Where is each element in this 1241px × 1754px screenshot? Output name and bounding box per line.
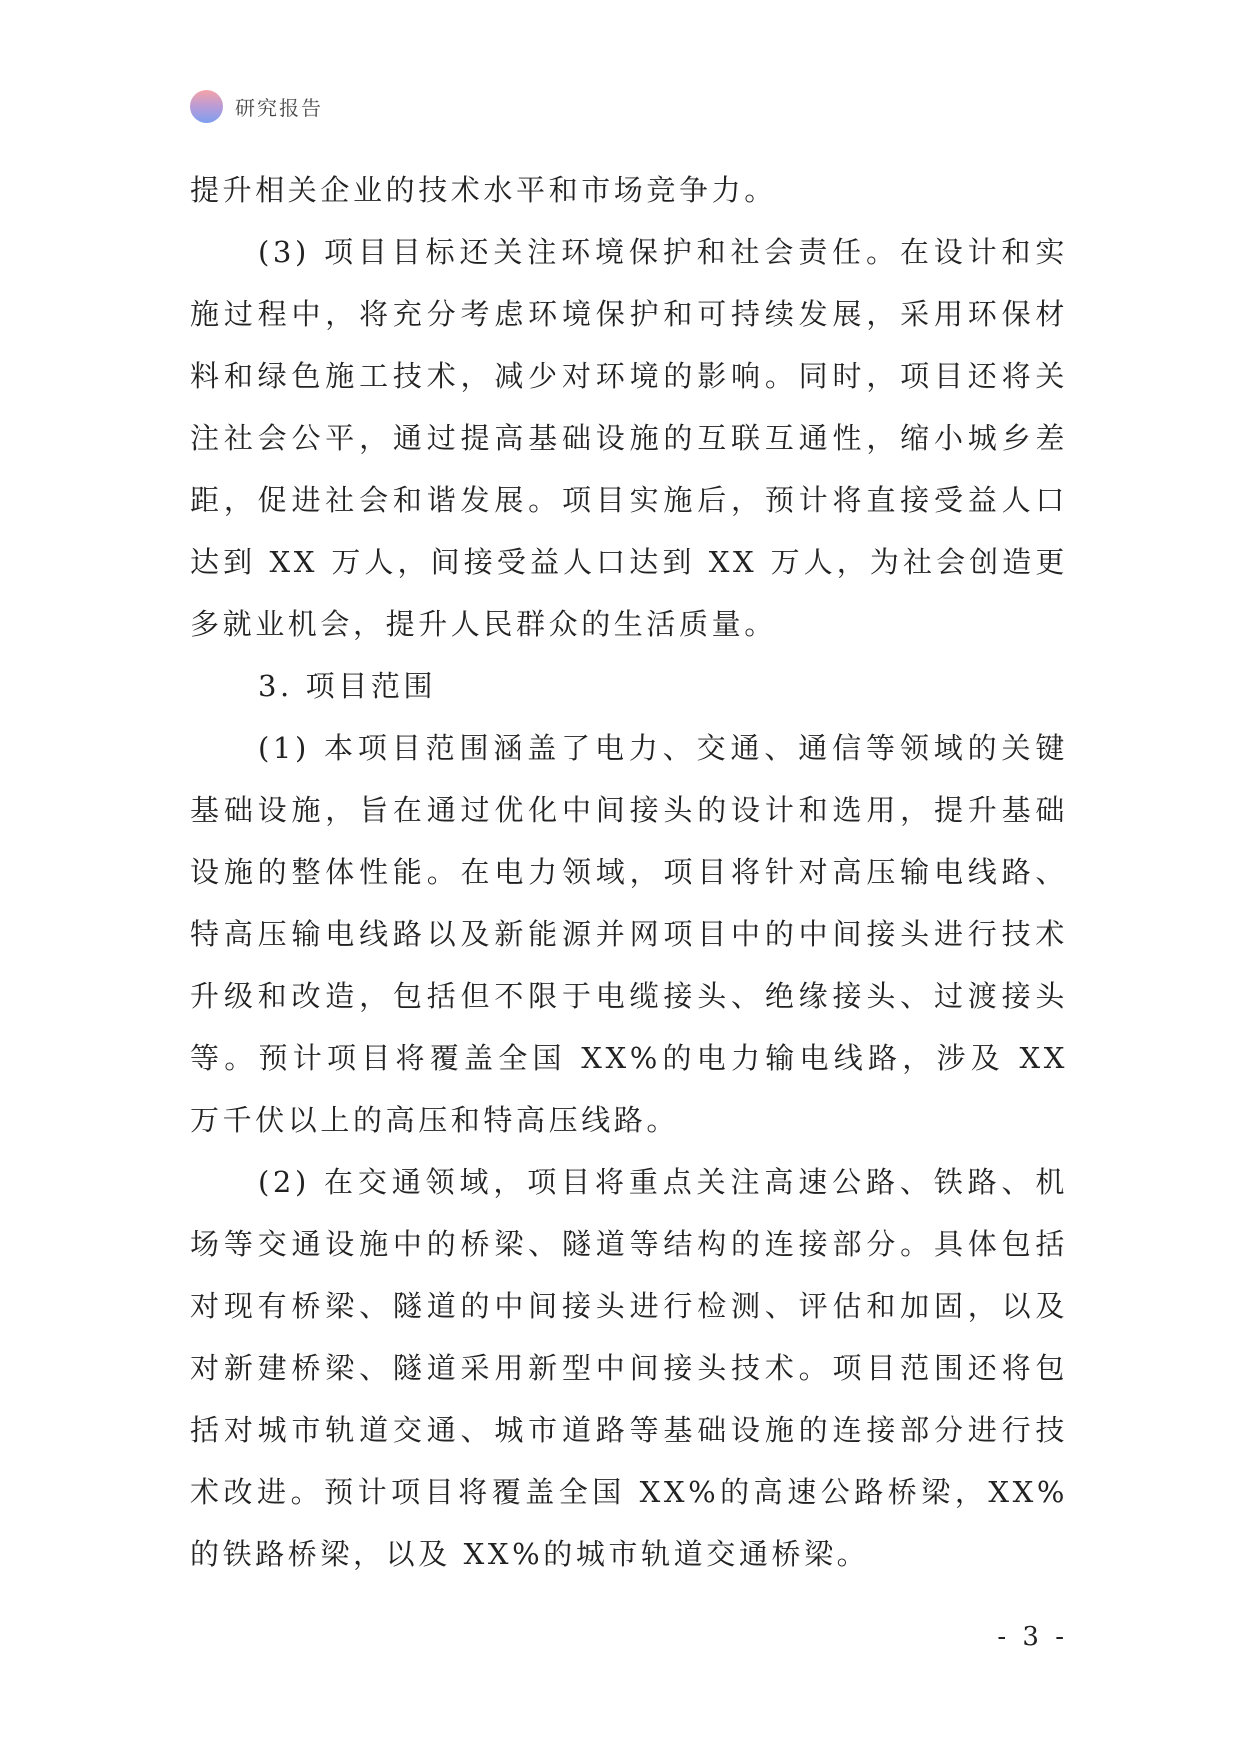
paragraph-continuation: 提升相关企业的技术水平和市场竞争力。 bbox=[190, 173, 777, 207]
paragraph-scope-1: (1) 本项目范围涵盖了电力、交通、通信等领域的关键基础设施，旨在通过优化中间接头的设计和选用，提升基础设施的整体性能。在电力领域，项目将针对高压输电线路、特高压输电线路以及新能源并网项目中的中间接头进行技术升级和改造，包括但不限于电缆接头、绝缘接头、过渡接头等。预计项目将覆盖全国 XX%的电力输电线路，涉及 XX 万千伏以上的高压和特高压线路。 bbox=[190, 731, 1068, 1137]
page-number: - 3 - bbox=[997, 1622, 1068, 1652]
paragraph-scope-2: (2) 在交通领域，项目将重点关注高速公路、铁路、机场等交通设施中的桥梁、隧道等结构的连接部分。具体包括对现有桥梁、隧道的中间接头进行检测、评估和加固，以及对新建桥梁、隧道采用新型中间接头技术。项目范围还将包括对城市轨道交通、城市道路等基础设施的连接部分进行技术改进。预计项目将覆盖全国 XX%的高速公路桥梁，XX%的铁路桥梁，以及 XX%的城市轨道交通桥梁。 bbox=[190, 1165, 1068, 1571]
paragraph-goal-3: (3) 项目目标还关注环境保护和社会责任。在设计和实施过程中，将充分考虑环境保护和可持续发展，采用环保材料和绿色施工技术，减少对环境的影响。同时，项目还将关注社会公平，通过提高基础设施的互联互通性，缩小城乡差距，促进社会和谐发展。项目实施后，预计将直接受益人口达到 XX 万人，间接受益人口达到 XX 万人，为社会创造更多就业机会，提升人民群众的生活质量。 bbox=[190, 235, 1068, 641]
header-title: 研究报告 bbox=[235, 95, 323, 120]
document-body bbox=[190, 159, 1068, 1585]
section-heading-project-scope: 3. 项目范围 bbox=[258, 669, 437, 703]
page-header bbox=[190, 88, 323, 124]
logo-icon bbox=[190, 90, 223, 123]
